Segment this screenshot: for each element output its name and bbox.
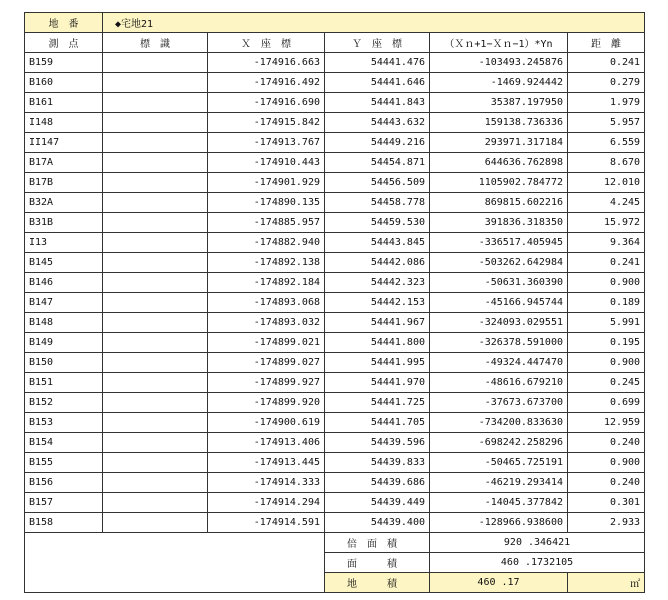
marker-cell — [103, 173, 208, 193]
x-cell: -174913.767 — [208, 133, 325, 153]
y-cell: 54441.800 — [325, 333, 430, 353]
distance-cell: 6.559 — [568, 133, 645, 153]
y-cell: 54458.778 — [325, 193, 430, 213]
x-cell: -174885.957 — [208, 213, 325, 233]
marker-cell — [103, 133, 208, 153]
table-row — [25, 173, 645, 193]
table-row — [25, 433, 645, 453]
point-cell: I148 — [25, 113, 103, 133]
formula-cell: -46219.293414 — [430, 473, 568, 493]
formula-cell: 391836.318350 — [430, 213, 568, 233]
formula-cell: 644636.762898 — [430, 153, 568, 173]
y-cell: 54441.967 — [325, 313, 430, 333]
y-cell: 54439.686 — [325, 473, 430, 493]
x-cell: -174892.138 — [208, 253, 325, 273]
formula-cell: 159138.736336 — [430, 113, 568, 133]
x-cell: -174899.027 — [208, 353, 325, 373]
table-row — [25, 313, 645, 333]
table-row — [25, 293, 645, 313]
formula-cell: -336517.405945 — [430, 233, 568, 253]
marker-cell — [103, 73, 208, 93]
marker-cell — [103, 153, 208, 173]
marker-cell — [103, 353, 208, 373]
y-cell: 54442.153 — [325, 293, 430, 313]
x-cell: -174914.294 — [208, 493, 325, 513]
marker-cell — [103, 453, 208, 473]
formula-cell: -734200.833630 — [430, 413, 568, 433]
point-cell: B17A — [25, 153, 103, 173]
point-cell: B151 — [25, 373, 103, 393]
formula-cell: 293971.317184 — [430, 133, 568, 153]
y-cell: 54439.596 — [325, 433, 430, 453]
table-row — [25, 233, 645, 253]
formula-cell: -49324.447470 — [430, 353, 568, 373]
area-value: 460 .1732105 — [430, 553, 645, 573]
distance-cell: 0.189 — [568, 293, 645, 313]
table-row — [25, 113, 645, 133]
double-area-label: 倍面積 — [325, 533, 430, 553]
y-cell: 54442.323 — [325, 273, 430, 293]
formula-cell: 869815.602216 — [430, 193, 568, 213]
point-cell: B161 — [25, 93, 103, 113]
x-cell: -174916.492 — [208, 73, 325, 93]
formula-cell: -14045.377842 — [430, 493, 568, 513]
x-cell: -174916.663 — [208, 53, 325, 73]
table-row — [25, 513, 645, 533]
distance-cell: 0.301 — [568, 493, 645, 513]
point-cell: B145 — [25, 253, 103, 273]
formula-cell: -48616.679210 — [430, 373, 568, 393]
point-cell: B17B — [25, 173, 103, 193]
y-cell: 54441.705 — [325, 413, 430, 433]
point-cell: B159 — [25, 53, 103, 73]
marker-cell — [103, 113, 208, 133]
table-row — [25, 153, 645, 173]
point-cell: B155 — [25, 453, 103, 473]
formula-cell: -103493.245876 — [430, 53, 568, 73]
formula-cell: 35387.197950 — [430, 93, 568, 113]
distance-cell: 9.364 — [568, 233, 645, 253]
distance-cell: 0.279 — [568, 73, 645, 93]
x-cell: -174900.619 — [208, 413, 325, 433]
marker-cell — [103, 333, 208, 353]
y-cell: 54441.646 — [325, 73, 430, 93]
y-cell: 54441.725 — [325, 393, 430, 413]
table-row — [25, 273, 645, 293]
point-cell: B158 — [25, 513, 103, 533]
distance-cell: 0.699 — [568, 393, 645, 413]
point-cell: B149 — [25, 333, 103, 353]
distance-cell: 0.900 — [568, 353, 645, 373]
coordinate-table — [24, 12, 645, 593]
distance-cell: 4.245 — [568, 193, 645, 213]
y-cell: 54441.843 — [325, 93, 430, 113]
col-header-y: Ｙ 座 標 — [325, 33, 430, 53]
distance-cell: 0.245 — [568, 373, 645, 393]
lot-area-value: 460 .17 — [430, 573, 568, 593]
table-row — [25, 93, 645, 113]
point-cell: B160 — [25, 73, 103, 93]
lot-row — [25, 13, 645, 33]
double-area-value: 920 .346421 — [430, 533, 645, 553]
lot-value: ◆宅地21 — [103, 13, 645, 33]
area-calculation-sheet — [24, 12, 644, 593]
formula-cell: -1469.924442 — [430, 73, 568, 93]
table-row — [25, 253, 645, 273]
point-cell: B31B — [25, 213, 103, 233]
x-cell: -174913.445 — [208, 453, 325, 473]
distance-cell: 0.241 — [568, 253, 645, 273]
col-header-marker: 標 識 — [103, 33, 208, 53]
point-cell: I13 — [25, 233, 103, 253]
point-cell: B148 — [25, 313, 103, 333]
double-area-row — [25, 533, 645, 553]
point-cell: B157 — [25, 493, 103, 513]
distance-cell: 0.240 — [568, 473, 645, 493]
point-cell: II147 — [25, 133, 103, 153]
x-cell: -174899.927 — [208, 373, 325, 393]
formula-cell: -45166.945744 — [430, 293, 568, 313]
y-cell: 54439.833 — [325, 453, 430, 473]
table-row — [25, 213, 645, 233]
distance-cell: 0.900 — [568, 453, 645, 473]
distance-cell: 2.933 — [568, 513, 645, 533]
lot-area-unit: ㎡ — [568, 573, 645, 593]
y-cell: 54441.476 — [325, 53, 430, 73]
marker-cell — [103, 413, 208, 433]
distance-cell: 5.991 — [568, 313, 645, 333]
marker-cell — [103, 213, 208, 233]
x-cell: -174899.021 — [208, 333, 325, 353]
point-cell: B154 — [25, 433, 103, 453]
y-cell: 54442.086 — [325, 253, 430, 273]
x-cell: -174916.690 — [208, 93, 325, 113]
y-cell: 54439.400 — [325, 513, 430, 533]
y-cell: 54454.871 — [325, 153, 430, 173]
x-cell: -174913.406 — [208, 433, 325, 453]
marker-cell — [103, 93, 208, 113]
table-row — [25, 373, 645, 393]
distance-cell: 1.979 — [568, 93, 645, 113]
x-cell: -174882.940 — [208, 233, 325, 253]
marker-cell — [103, 473, 208, 493]
distance-cell: 12.959 — [568, 413, 645, 433]
marker-cell — [103, 53, 208, 73]
distance-cell: 12.010 — [568, 173, 645, 193]
x-cell: -174893.068 — [208, 293, 325, 313]
table-row — [25, 413, 645, 433]
x-cell: -174910.443 — [208, 153, 325, 173]
table-row — [25, 493, 645, 513]
y-cell: 54443.632 — [325, 113, 430, 133]
distance-cell: 0.900 — [568, 273, 645, 293]
point-cell: B153 — [25, 413, 103, 433]
marker-cell — [103, 373, 208, 393]
marker-cell — [103, 293, 208, 313]
point-cell: B156 — [25, 473, 103, 493]
x-cell: -174914.591 — [208, 513, 325, 533]
distance-cell: 0.241 — [568, 53, 645, 73]
x-cell: -174899.920 — [208, 393, 325, 413]
column-header-row — [25, 33, 645, 53]
formula-cell: -128966.938600 — [430, 513, 568, 533]
distance-cell: 5.957 — [568, 113, 645, 133]
y-cell: 54449.216 — [325, 133, 430, 153]
formula-cell: -37673.673700 — [430, 393, 568, 413]
table-row — [25, 453, 645, 473]
table-row — [25, 393, 645, 413]
formula-cell: -326378.591000 — [430, 333, 568, 353]
marker-cell — [103, 253, 208, 273]
formula-cell: -50631.360390 — [430, 273, 568, 293]
col-header-point: 測 点 — [25, 33, 103, 53]
distance-cell: 0.195 — [568, 333, 645, 353]
table-row — [25, 193, 645, 213]
point-cell: B152 — [25, 393, 103, 413]
table-row — [25, 53, 645, 73]
table-row — [25, 333, 645, 353]
col-header-x: Ｘ 座 標 — [208, 33, 325, 53]
table-row — [25, 473, 645, 493]
y-cell: 54439.449 — [325, 493, 430, 513]
summary-blank — [25, 533, 325, 593]
formula-cell: -50465.725191 — [430, 453, 568, 473]
marker-cell — [103, 273, 208, 293]
distance-cell: 15.972 — [568, 213, 645, 233]
marker-cell — [103, 513, 208, 533]
table-row — [25, 73, 645, 93]
x-cell: -174890.135 — [208, 193, 325, 213]
x-cell: -174901.929 — [208, 173, 325, 193]
formula-cell: -503262.642984 — [430, 253, 568, 273]
x-cell: -174893.032 — [208, 313, 325, 333]
distance-cell: 0.240 — [568, 433, 645, 453]
table-row — [25, 353, 645, 373]
x-cell: -174892.184 — [208, 273, 325, 293]
marker-cell — [103, 233, 208, 253]
x-cell: -174915.842 — [208, 113, 325, 133]
marker-cell — [103, 193, 208, 213]
y-cell: 54443.845 — [325, 233, 430, 253]
marker-cell — [103, 493, 208, 513]
area-label: 面 積 — [325, 553, 430, 573]
y-cell: 54441.995 — [325, 353, 430, 373]
formula-cell: -698242.258296 — [430, 433, 568, 453]
y-cell: 54459.530 — [325, 213, 430, 233]
formula-cell: -324093.029551 — [430, 313, 568, 333]
point-cell: B146 — [25, 273, 103, 293]
point-cell: B150 — [25, 353, 103, 373]
col-header-distance: 距 離 — [568, 33, 645, 53]
marker-cell — [103, 433, 208, 453]
col-header-formula: （Ｘｎ+1−Ｘｎ−1）*Yn — [430, 33, 568, 53]
point-cell: B32A — [25, 193, 103, 213]
y-cell: 54441.970 — [325, 373, 430, 393]
marker-cell — [103, 393, 208, 413]
y-cell: 54456.509 — [325, 173, 430, 193]
marker-cell — [103, 313, 208, 333]
formula-cell: 1105902.784772 — [430, 173, 568, 193]
lot-area-label: 地 積 — [325, 573, 430, 593]
point-cell: B147 — [25, 293, 103, 313]
distance-cell: 8.670 — [568, 153, 645, 173]
lot-label: 地 番 — [25, 13, 103, 33]
x-cell: -174914.333 — [208, 473, 325, 493]
table-row — [25, 133, 645, 153]
